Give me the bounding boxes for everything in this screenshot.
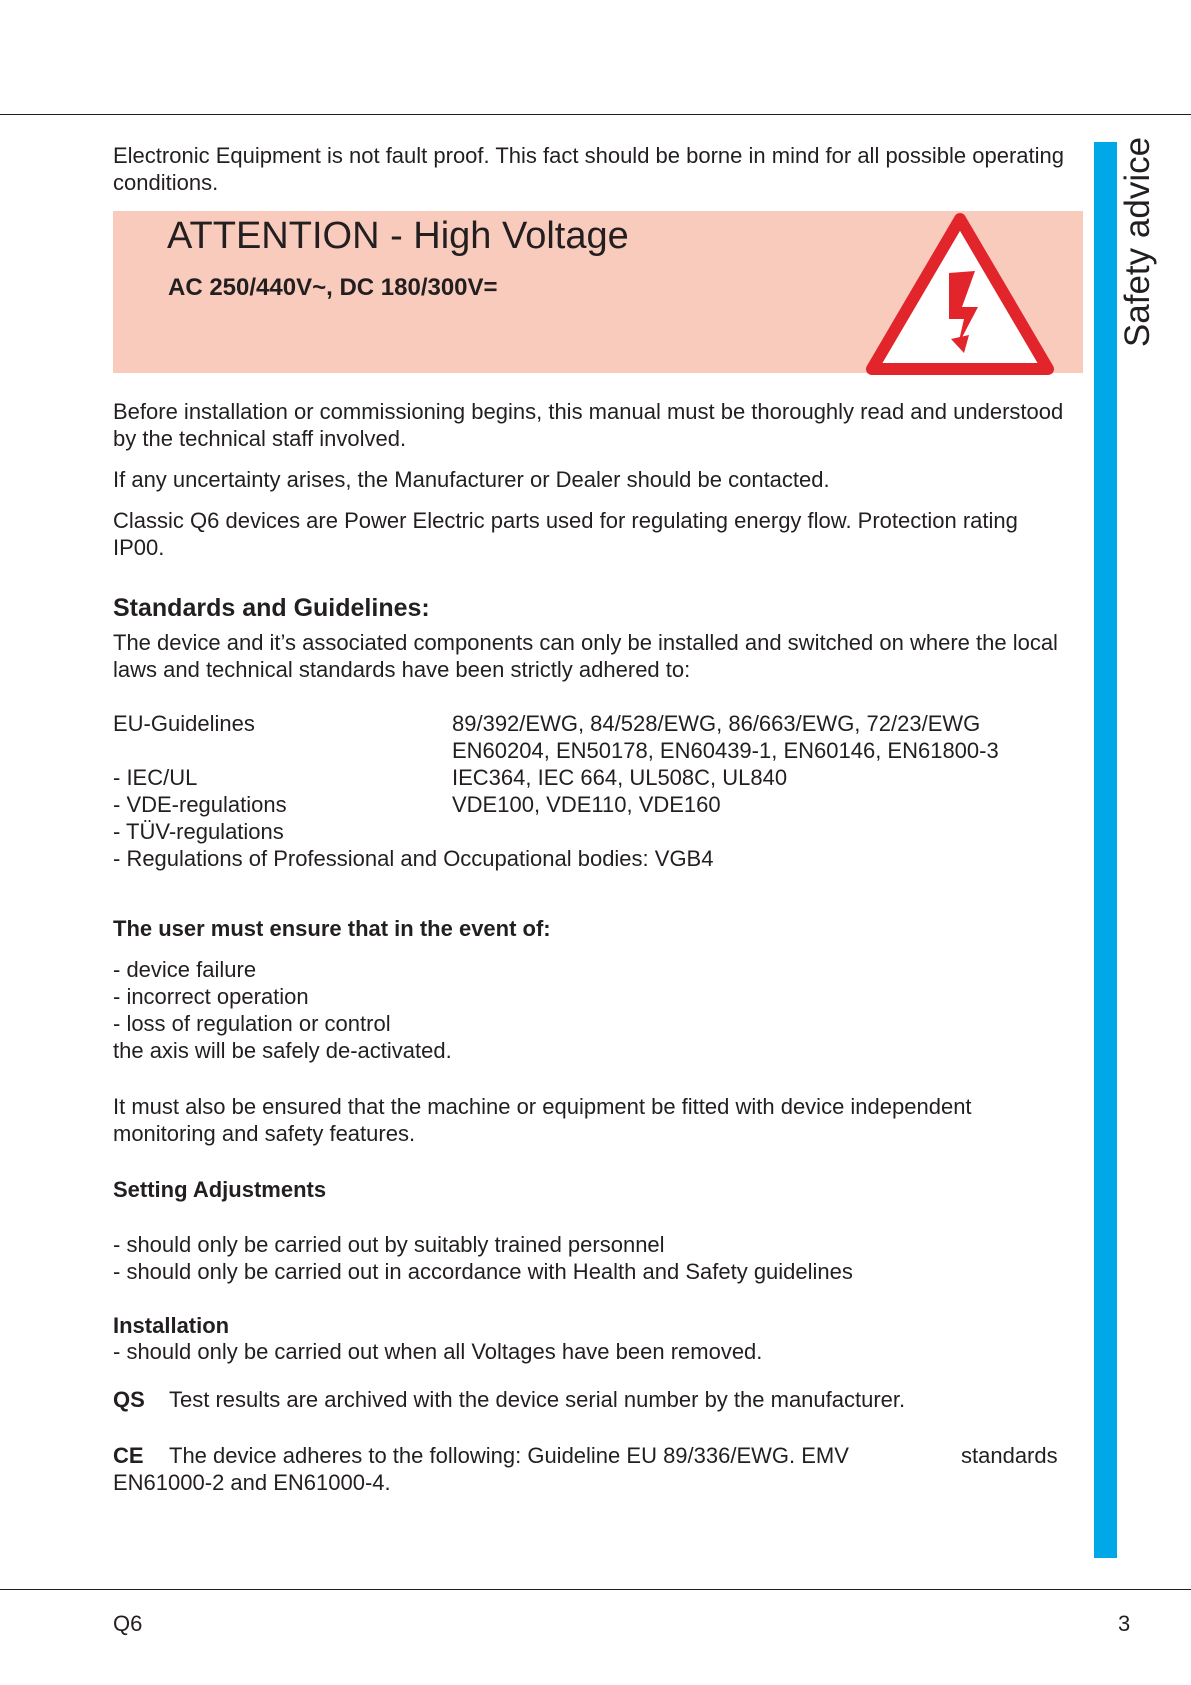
setting-heading: Setting Adjustments — [113, 1177, 327, 1202]
user-must-conclusion: the axis will be safely de-activated. — [113, 1038, 452, 1063]
standards-heading: Standards and Guidelines: — [113, 594, 430, 622]
intro-text: Electronic Equipment is not fault proof. This fact should be borne in mind for all possible operating conditions. — [113, 143, 1065, 195]
list-item: - incorrect operation — [113, 984, 309, 1009]
read-manual-text: Before installation or commissioning begins, this manual must be thoroughly read and understood by the technical staff involved. — [113, 399, 1064, 451]
ce-text: The device adheres to the following: Guideline EU 89/336/EWG. EMV — [169, 1443, 849, 1468]
standards-row-label: - Regulations of Professional and Occupational bodies: VGB4 — [113, 846, 714, 871]
header-rule — [0, 114, 1191, 115]
installation-heading: Installation — [113, 1313, 230, 1338]
high-voltage-warning-box — [113, 211, 1083, 373]
list-item: - loss of regulation or control — [113, 1011, 391, 1036]
ce-tag: CE — [113, 1443, 144, 1468]
list-item: - should only be carried out by suitably trained personnel — [113, 1232, 665, 1257]
standards-row-label: EU-Guidelines — [113, 711, 255, 736]
section-tab-label: Safety advice — [1118, 136, 1157, 348]
standards-row-value: EN60204, EN50178, EN60439-1, EN60146, EN61800-3 — [452, 738, 999, 763]
warning-title: ATTENTION - High Voltage — [167, 215, 629, 257]
standards-row-label: - IEC/UL — [113, 765, 198, 790]
contact-text: If any uncertainty arises, the Manufacturer or Dealer should be contacted. — [113, 467, 830, 492]
list-item: - device failure — [113, 957, 257, 982]
ce-text-standards: EN61000-2 and EN61000-4. — [113, 1470, 391, 1495]
list-item: - should only be carried out in accordance with Health and Safety guidelines — [113, 1259, 853, 1284]
ce-statement — [113, 1442, 849, 1469]
qs-tag: QS — [113, 1387, 145, 1412]
high-voltage-warning-icon — [865, 211, 1055, 376]
standards-row-label: - TÜV-regulations — [113, 819, 284, 844]
monitoring-text: It must also be ensured that the machine or equipment be fitted with device independent monitoring and safety features. — [113, 1094, 972, 1146]
ce-text-continued: standards — [961, 1443, 1058, 1468]
installation-text: - should only be carried out when all Voltages have been removed. — [113, 1339, 763, 1364]
standards-row-label: - VDE-regulations — [113, 792, 287, 817]
qs-text: Test results are archived with the device serial number by the manufacturer. — [169, 1387, 906, 1412]
section-accent-bar — [1094, 142, 1117, 1558]
standards-text: The device and it’s associated components can only be installed and switched on where the local laws and technical standards have been strictly adhered to: — [113, 630, 1058, 682]
standards-row-value: 89/392/EWG, 84/528/EWG, 86/663/EWG, 72/23/EWG — [452, 711, 981, 736]
voltage-rating: AC 250/440V~, DC 180/300V= — [168, 274, 498, 301]
classic-q6-text: Classic Q6 devices are Power Electric parts used for regulating energy flow. Protection rating IP00. — [113, 508, 1018, 560]
footer-model: Q6 — [113, 1611, 143, 1636]
standards-row-value: VDE100, VDE110, VDE160 — [452, 792, 721, 817]
standards-row-value: IEC364, IEC 664, UL508C, UL840 — [452, 765, 788, 790]
qs-statement — [113, 1386, 905, 1413]
user-must-heading: The user must ensure that in the event of: — [113, 916, 551, 941]
footer-rule — [0, 1589, 1191, 1590]
page-number: 3 — [1118, 1611, 1131, 1636]
